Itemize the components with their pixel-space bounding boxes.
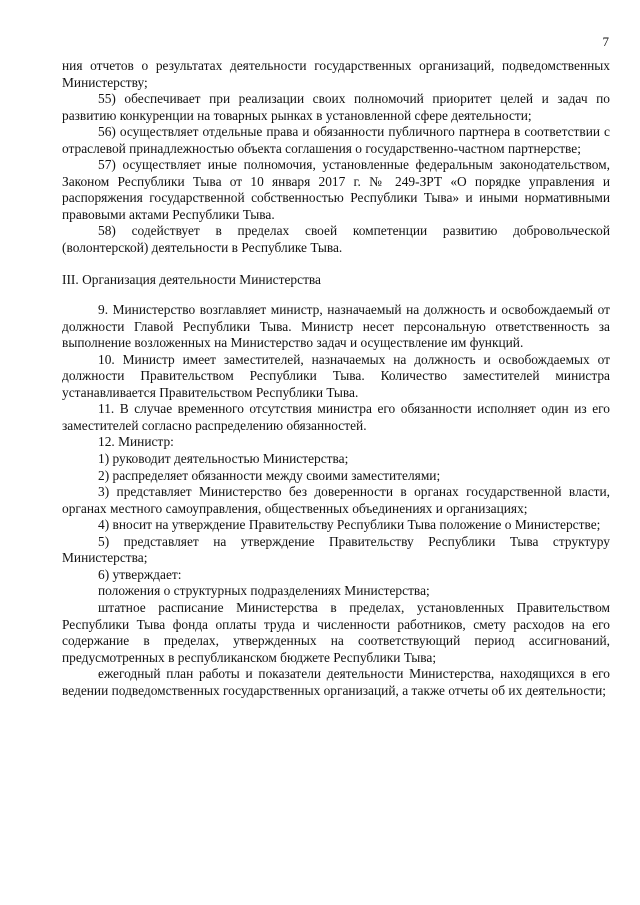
paragraph-12: 12. Министр: [98,434,174,450]
paragraph-12-item-2: 2) распределяет обязанности между своими заместителями; [98,467,441,483]
paragraph-11: 11. В случае временного отсутствия министра его обязанности исполняет один из его заместителей согласно распределению обязанностей. [62,401,610,433]
document-body [62,58,610,699]
paragraph-12-item-6: 6) утверждает: [98,566,182,582]
paragraph-item-58: 58) содействует в пределах своей компетенции развитию добровольческой (волонтерской) деятельности в Республике Тыва. [62,223,610,256]
paragraph-9: 9. Министерство возглавляет министр, назначаемый на должность и освобождаемый от должности Главой Республики Тыва. Министр несет персональную ответственность за выполнение возложенных на Министерство задач и осуществление им функций. [62,302,610,351]
paragraph-12-item-3: 3) представляет Министерство без доверенности в органах государственной власти, органах местного самоуправления, общественных объединениях и организациях; [62,484,610,516]
section-heading: III. Организация деятельности Министерства [62,271,322,287]
paragraph-12-item-4: 4) вносит на утверждение Правительству Республики Тыва положение о Министерстве; [98,517,601,533]
paragraph-12-6-annual-plan: ежегодный план работы и показатели деятельности Министерства, находящихся в его ведении подведомственных государственных организаций, а также отчеты об их деятельности; [62,666,610,698]
page-number: 7 [602,34,609,49]
paragraph-12-item-1: 1) руководит деятельностью Министерства; [98,451,349,467]
paragraph-continuation: ния отчетов о результатах деятельности государственных организаций, подведомственных Министерству; [62,58,610,90]
paragraph-12-6-structural-units: положения о структурных подразделениях Министерства; [98,583,430,599]
paragraph-12-item-5: 5) представляет на утверждение Правительству Республики Тыва структуру Министерства; [62,533,610,566]
paragraph-item-55: 55) обеспечивает при реализации своих полномочий приоритет целей и задач по развитию конкуренции на товарных рынках в установленной сфере деятельности; [62,91,610,123]
paragraph-item-56: 56) осуществляет отдельные права и обязанности публичного партнера в соответствии с отраслевой принадлежностью объекта соглашения о государственно-частном партнерстве; [62,124,610,156]
paragraph-12-6-staff-schedule: штатное расписание Министерства в пределах, установленных Правительством Республики Тыва фонда оплаты труда и численности работников, смету расходов на его содержание в пределах, утвержденных на соответствующий период ассигнований, предусмотренных в республиканском бюджете Республики Тыва; [62,599,610,665]
paragraph-10: 10. Министр имеет заместителей, назначаемых на должность и освобождаемых от должности Правительством Республики Тыва. Количество заместителей министра устанавливается Правительством Республики Тыва. [62,351,610,400]
paragraph-item-57: 57) осуществляет иные полномочия, установленные федеральным законодательством, Законом Республики Тыва от 10 января 2017 г. № 249-ЗРТ «О порядке управления и распоряжения государственной собственностью Республики Тыва» и иными нормативными правовыми актами Республики Тыва. [62,157,610,222]
